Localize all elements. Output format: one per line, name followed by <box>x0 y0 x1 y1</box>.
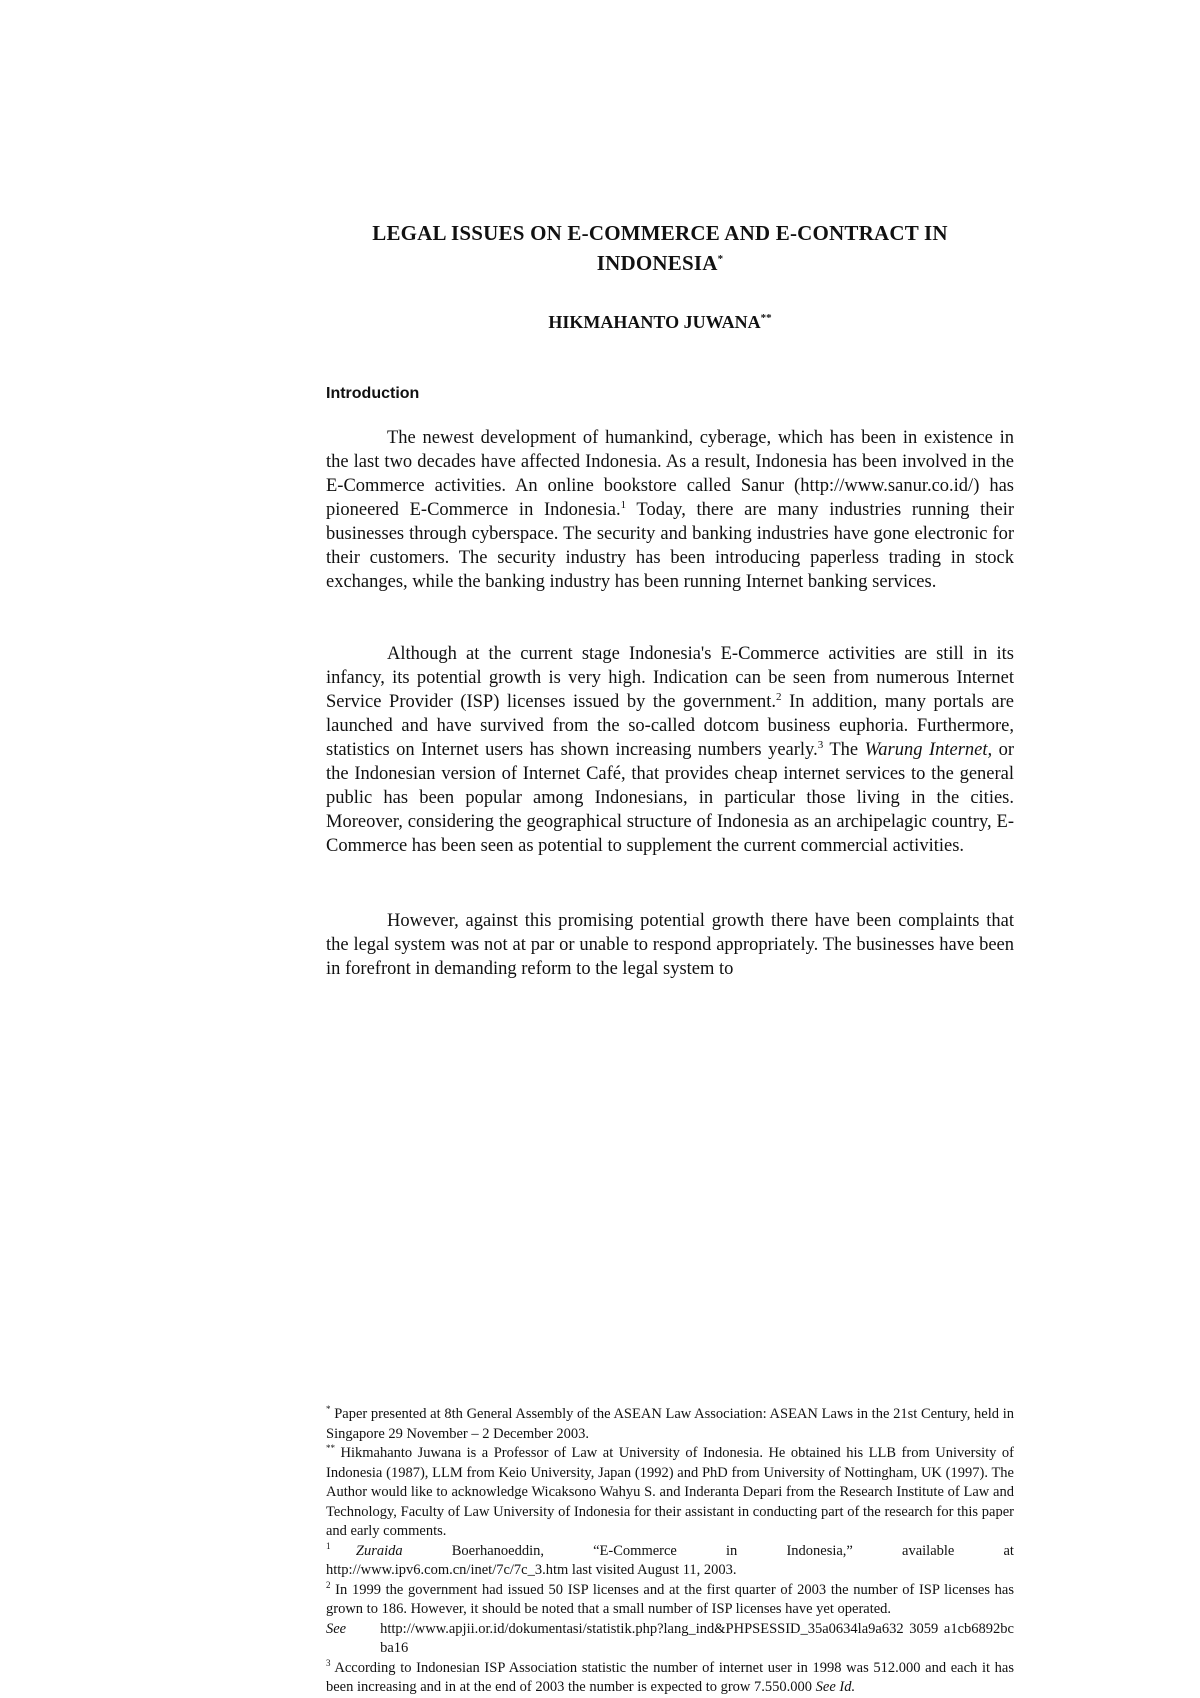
paper-title <box>300 218 1020 278</box>
footnote-1-author-first: Zuraida <box>355 1542 403 1559</box>
footnote-1-title-b: in <box>726 1542 738 1559</box>
footnote-double-star <box>326 1444 1014 1542</box>
footnote-star <box>326 1405 1014 1444</box>
paragraph-2-italic: Warung Internet, <box>864 740 993 760</box>
footnote-1-author <box>326 1542 403 1562</box>
footnote-double-star-mark: ** <box>326 1443 335 1454</box>
footnote-2-see <box>326 1620 1014 1659</box>
footnote-1-available: available <box>902 1542 955 1559</box>
title-line-1: LEGAL ISSUES ON E-COMMERCE AND E-CONTRACT IN <box>372 221 948 245</box>
footnote-2-text: In 1999 the government had issued 50 ISP licenses and at the first quarter of 2003 the number of ISP licenses has grown to 186. However, it should be noted that a small number of ISP licenses have yet operated. <box>326 1581 1014 1617</box>
paragraph-1-part-b: Today, there are many industries running their businesses through cyberspace. The security and banking industries have gone electronic for their customers. The security industry has been introducing paperless trading in stock exchanges, while the banking industry has been running Internet banking services. <box>326 500 1015 592</box>
paragraph-2-part-c: The <box>823 740 865 760</box>
paragraph-3: However, against this promising potential growth there have been complaints that the legal system was not at par or unable to respond appropriately. The businesses have been in forefront in demanding reform to the legal system to <box>326 911 1014 979</box>
footnote-2 <box>326 1581 1014 1620</box>
footnote-3-mark: 3 <box>326 1657 331 1668</box>
paragraph-2-part-b: In addition, many portals are launched and have survived from the so-called dotcom business euphoria. Furthermore, statistics on Internet users has shown increasing numbers yearly. <box>326 692 1014 760</box>
section-heading: Introduction <box>326 385 420 402</box>
footnote-ref-2: 2 <box>776 690 782 703</box>
footnote-2-see-label: See <box>326 1620 347 1637</box>
footnote-double-star-text: Hikmahanto Juwana is a Professor of Law at University of Indonesia. He obtained his LLB from University of Indonesia (1987), LLM from Keio University, Japan (1992) and PhD from University of Nottingham, UK (1997). The Author would like to acknowledge Wicaksono Wahyu S. and Inderanta Depari from the Research Institute of Law and Technology, Faculty of Law University of Indonesia for their assistant in conducting part of the research for this paper and early comments. <box>326 1445 1014 1539</box>
paragraph-2-part-a: Although at the current stage Indonesia's E-Commerce activities are still in its infancy, its potential growth is very high. Indication can be seen from numerous Internet Service Provider (ISP) licenses issued by the government. <box>326 644 1014 712</box>
footnote-3-text: According to Indonesian ISP Association statistic the number of internet user in 1998 was 512.000 and each it has been increasing and in at the end of 2003 the number is expected to grow 7.550.000 <box>326 1659 1014 1695</box>
footnote-1-url[interactable]: http://www.ipv6.com.cn/inet/7c/7c_3.htm last visited August 11, 2003. <box>326 1562 737 1578</box>
footnote-1-mark: 1 <box>326 1540 331 1551</box>
footnote-1-title-c: Indonesia,” <box>786 1542 853 1559</box>
paragraph-1-part-a: The newest development of humankind, cyberage, which has been in existence in the last two decades have affected Indonesia. As a result, Indonesia has been involved in the E-Commerce activities. An online bookstore called Sanur (http://www.sanur.co.id/) has pioneered E-Commerce in Indonesia. <box>326 428 1014 520</box>
paragraph-2-part-d: or the Indonesian version of Internet Café, that provides cheap internet services to the general public has been popular among Indonesians, in particular those living in the cities. Moreover, considering the geographical structure of Indonesia as an archipelagic country, E-Commerce has been seen as potential to supplement the current commercial activities. <box>326 740 1015 856</box>
footnote-3 <box>326 1659 1014 1698</box>
footnote-star-mark: * <box>326 1404 331 1415</box>
footnote-star-text: Paper presented at 8th General Assembly of the ASEAN Law Association: ASEAN Laws in the 21st Century, held in Singapore 29 November – 2 December 2003. <box>326 1406 1014 1442</box>
author-name-text: HIKMAHANTO JUWANA <box>548 312 761 332</box>
footnote-3-see-id: See Id. <box>815 1679 856 1695</box>
footnote-2-mark: 2 <box>326 1579 331 1590</box>
footnote-2-url[interactable]: http://www.apjii.or.id/dokumentasi/statistik.php?lang_ind&PHPSESSID_35a0634la9a632 3059 a1cb6892bcba16 <box>380 1620 1014 1656</box>
author-name <box>300 310 1020 334</box>
footnote-1-at: at <box>1003 1542 1014 1559</box>
footnote-ref-3: 3 <box>817 738 824 751</box>
paragraph-1 <box>326 426 1014 594</box>
footnote-1-title-a: “E-Commerce <box>593 1542 677 1559</box>
author-footnote-mark: ** <box>760 312 772 324</box>
paragraph-2 <box>326 642 1014 858</box>
footnote-1-citation <box>326 1542 1014 1562</box>
footnote-ref-1: 1 <box>620 498 627 511</box>
title-line-2: INDONESIA <box>596 251 718 275</box>
footnote-1-author-last: Boerhanoeddin, <box>451 1542 544 1559</box>
footnotes <box>326 1405 1014 1698</box>
title-footnote-mark: * <box>717 253 724 265</box>
